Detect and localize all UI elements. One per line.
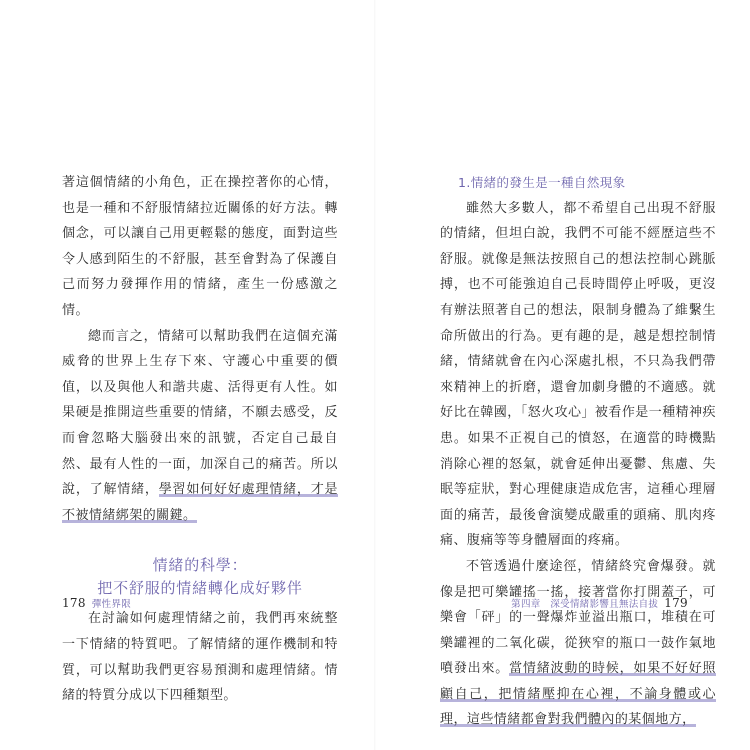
left-paragraph-2-text: 總而言之，情緒可以幫助我們在這個充滿威脅的世界上生存下來、守護心中重要的價值，以及與他人和諧共處、活得更有人性。如果硬是推開這些重要的情緒，不願去感受，反而會忽略大腦發出來的訊號，否定自己最自然、最有人性的一面，加深自己的痛苦。所以說，了解情緒， <box>62 328 338 498</box>
subheading: 1.情緒的發生是一種自然現象 <box>458 175 626 190</box>
page-number: 178 <box>62 596 86 610</box>
highlighted-sentence: 當情緒波動的時候，如果不好好照顧自己，把情緒壓抑在心裡，不論身體或心理，這些情緒都會對我們體內的某個地方， <box>440 661 716 728</box>
left-paragraph-3: 在討論如何處理情緒之前，我們再來統整一下情緒的特質吧。了解情緒的運作機制和特質，可以幫助我們更容易預測和處理情緒。情緒的特質分成以下四種類型。 <box>62 611 338 704</box>
section-heading <box>62 554 338 600</box>
left-page <box>62 170 338 709</box>
right-paragraph-1: 雖然大多數人，都不希望自己出現不舒服的情緒，但坦白說，我們不可能不經歷這些不舒服。就像是無法按照自己的想法控制心跳脈搏，也不可能強迫自己長時間停止呼吸，更沒有辦法照著自己的想法，限制身體為了維繫生命所做出的行為。更有趣的是，越是想控制情緒，情緒就會在內心深處扎根，不只為我們帶來精神上的折磨，還會加劇身體的不適感。就好比在韓國，「怒火攻心」被看作是一種精神疾患。如果不正視自己的憤怒，在適當的時機點消除心裡的怒氣，就會延伸出憂鬱、焦慮、失眠等症狀，對心理健康造成危害，這種心理層面的痛苦，最後會演變成嚴重的頭痛、肌肉疼痛、腹痛等等身體層面的疼痛。 <box>440 200 716 549</box>
right-page <box>440 170 716 733</box>
running-head: 彈性界限 <box>91 599 132 610</box>
book-gutter <box>374 0 376 750</box>
left-paragraph-2 <box>62 324 338 529</box>
right-paragraph-2-text: 不管透過什麼途徑，情緒終究會爆發。就像是把可樂罐搖一搖，接著當你打開蓋子，可樂會「砰」的一聲爆炸並溢出瓶口，堆積在可樂罐裡的二氧化碳，從狹窄的瓶口一鼓作氣地噴發出來。 <box>440 558 716 677</box>
highlighted-sentence: 學習如何好好處理情緒，才是不被情緒綁架的關鍵。 <box>62 482 338 523</box>
section-title-line-2: 把不舒服的情緒轉化成好夥伴 <box>97 579 303 598</box>
left-footer <box>62 596 131 610</box>
left-paragraph-1: 著這個情緒的小角色，正在操控著你的心情，也是一種和不舒服情緒拉近關係的好方法。轉個念，可以讓自己用更輕鬆的態度，面對這些令人感到陌生的不舒服，甚至會對為了保護自己而努力發揮作用的情緒，產生一份感激之情。 <box>62 175 338 318</box>
running-head: 第四章 深受情緒影響且無法自拔 <box>511 599 659 610</box>
right-paragraph-2 <box>440 554 716 733</box>
section-title-line-1: 情緒的科學： <box>152 556 248 575</box>
right-footer <box>511 596 688 610</box>
page-number: 179 <box>664 596 688 610</box>
